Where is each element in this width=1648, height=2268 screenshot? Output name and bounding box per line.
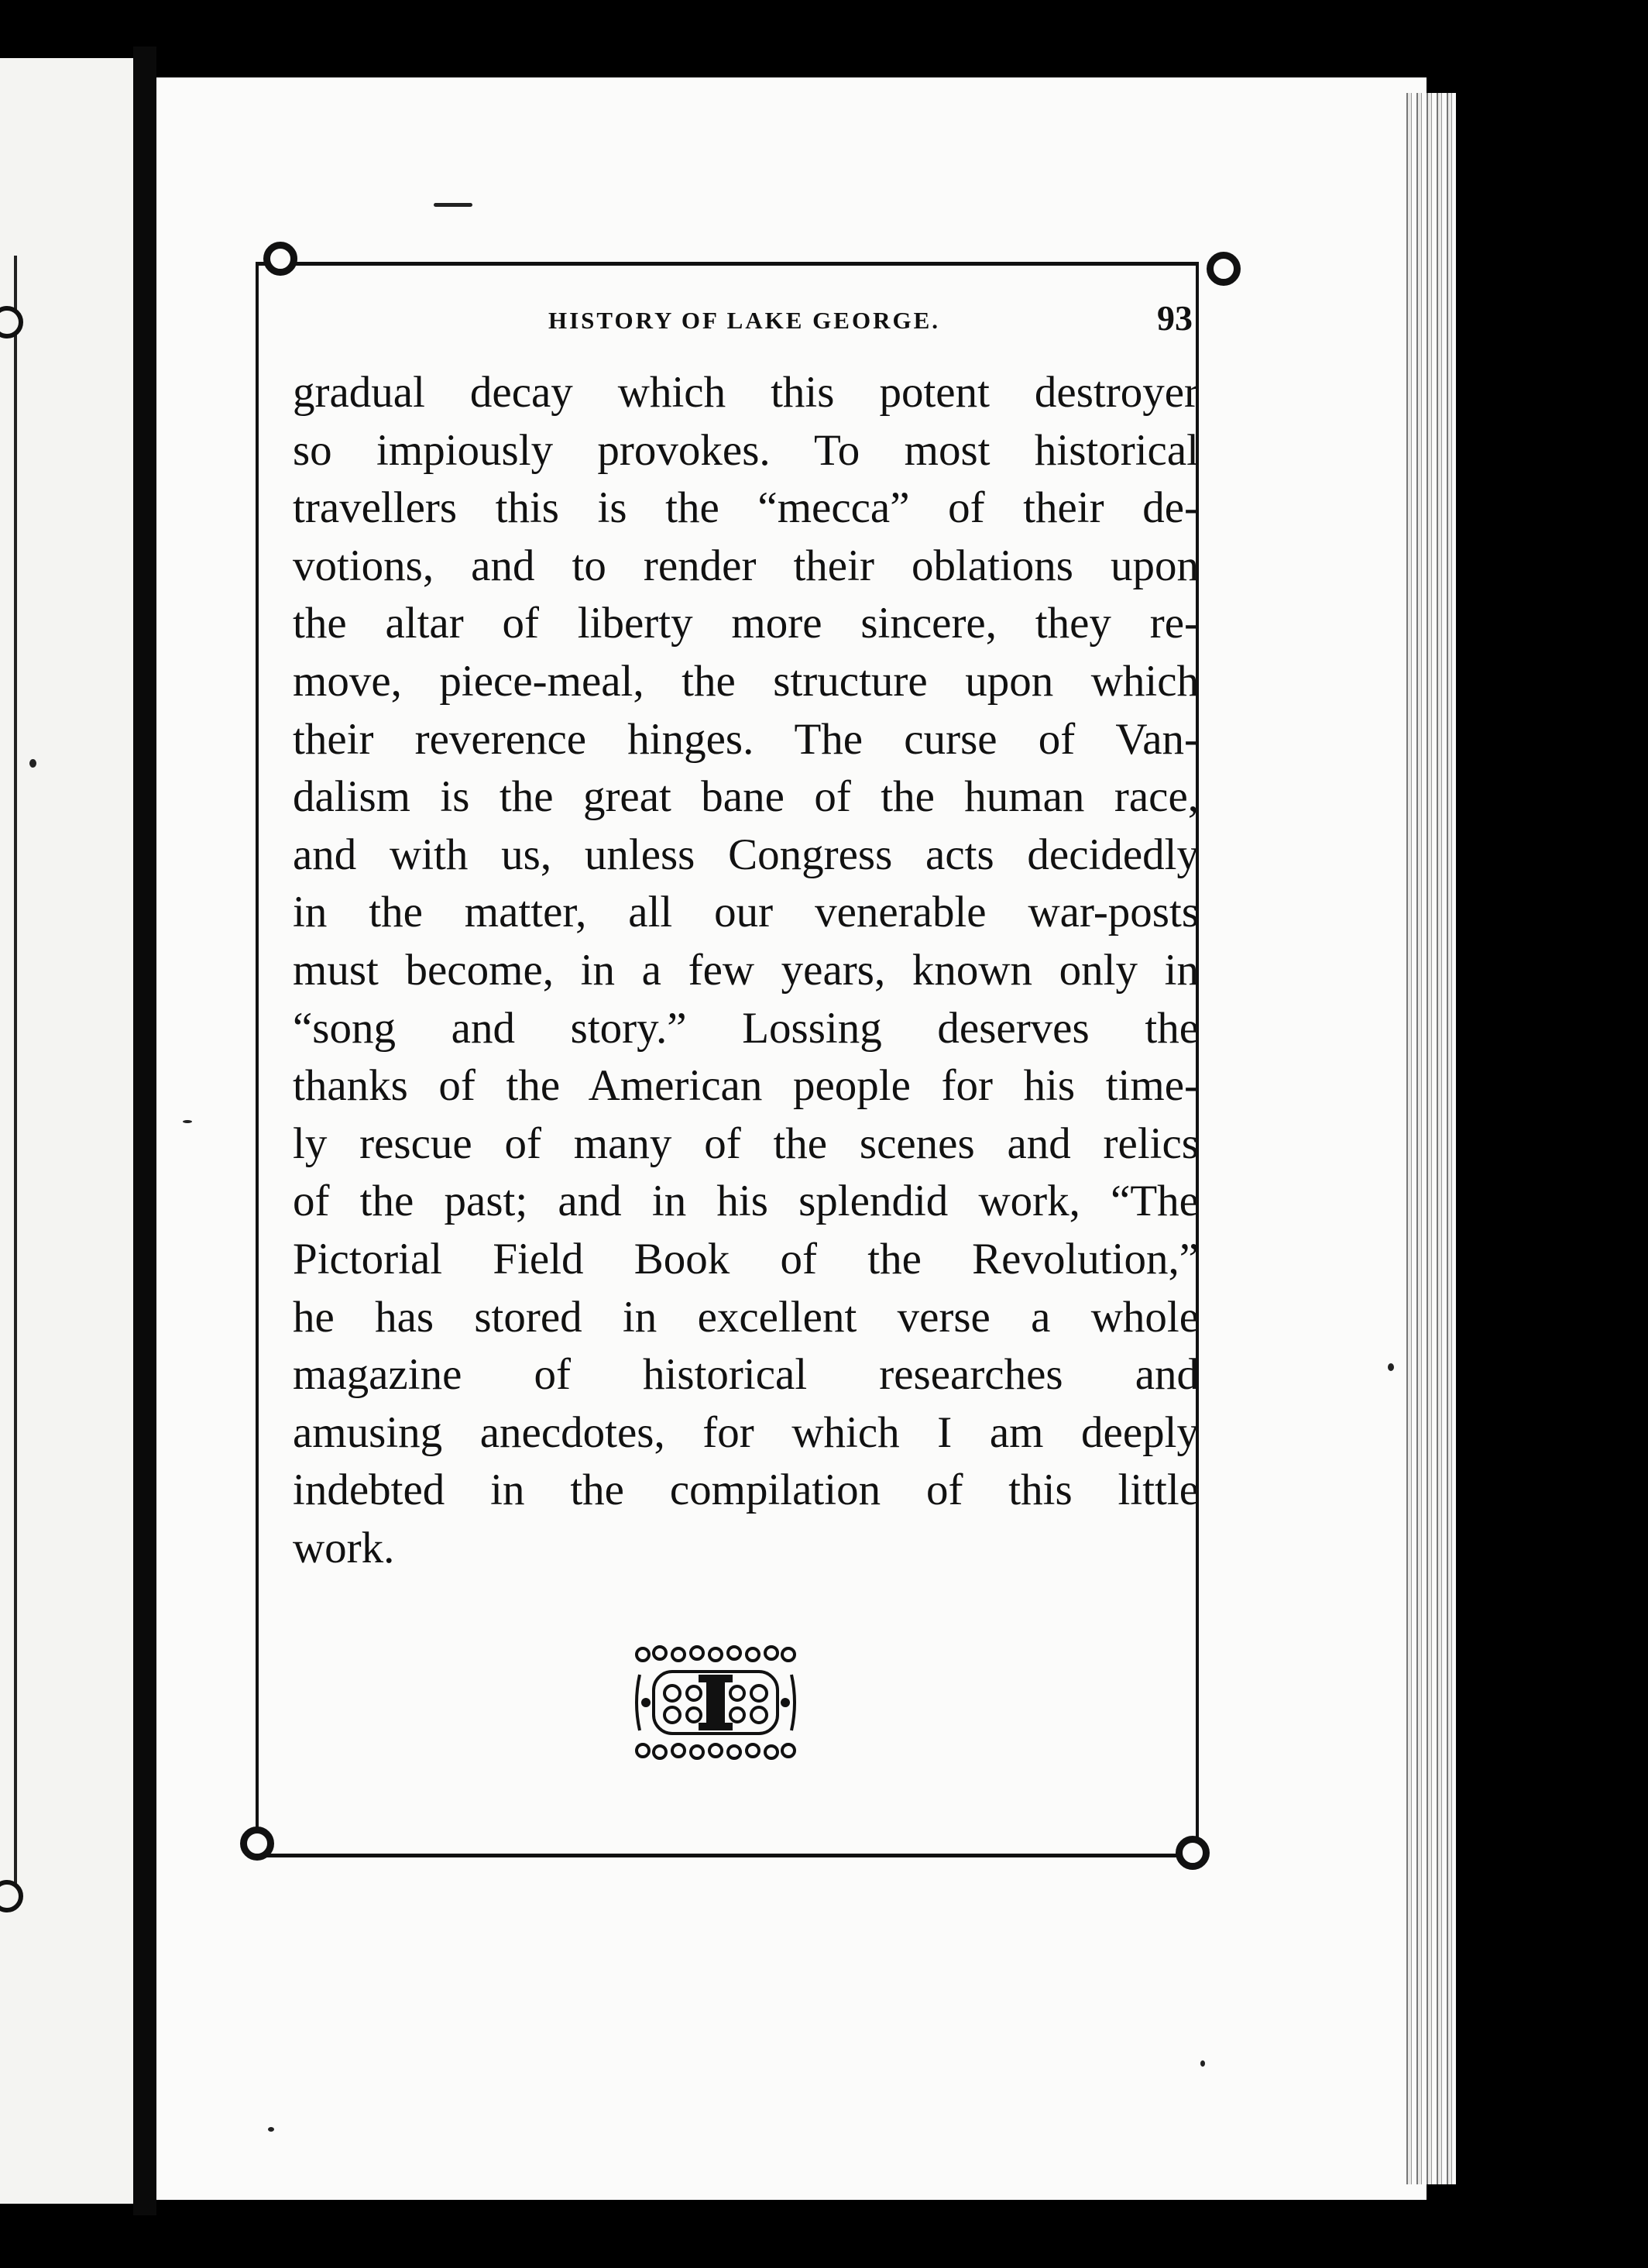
text-line: their reverence hinges. The curse of Van- <box>293 714 1199 764</box>
previous-page-corner-ornament-icon <box>0 1880 23 1912</box>
text-line: “song and story.” Lossing deserves the <box>293 1003 1199 1053</box>
scan-speck <box>183 1120 192 1123</box>
text-line: of the past; and in his splendid work, “The <box>293 1177 1199 1226</box>
text-line: he has stored in excellent verse a whole <box>293 1292 1199 1342</box>
previous-page-edge <box>0 58 133 2204</box>
body-text <box>293 364 1199 1577</box>
text-line: must become, in a few years, known only in <box>293 945 1199 995</box>
text-line: move, piece-meal, the structure upon which <box>293 656 1199 706</box>
text-line: indebted in the compilation of this little <box>293 1466 1199 1515</box>
page-edges <box>1402 93 1456 2184</box>
scan-speck <box>29 759 36 768</box>
text-line: in the matter, all our venerable war-posts <box>293 888 1199 937</box>
text-line: ly rescue of many of the scenes and relics <box>293 1119 1199 1168</box>
text-line: work. <box>293 1523 395 1572</box>
scan-speck <box>268 2127 274 2132</box>
text-line: the altar of liberty more sincere, they re- <box>293 599 1199 648</box>
text-line: travellers this is the “mecca” of their de- <box>293 483 1199 533</box>
running-head: HISTORY OF LAKE GEORGE. <box>548 307 941 334</box>
page-number: 93 <box>1157 298 1193 338</box>
text-line: magazine of historical researches and <box>293 1350 1199 1400</box>
previous-page-frame-rule <box>14 256 17 1898</box>
scan-speck <box>1388 1363 1394 1371</box>
tailpiece-ornament-icon <box>632 1644 799 1761</box>
scan-speck <box>434 203 472 207</box>
text-line: and with us, unless Congress acts decidedly <box>293 830 1199 879</box>
text-line: so impiously provokes. To most historical <box>293 425 1199 475</box>
text-line: votions, and to render their oblations upon <box>293 541 1199 590</box>
text-line: amusing anecdotes, for which I am deeply <box>293 1407 1199 1457</box>
corner-ornament-icon <box>1176 1836 1210 1870</box>
corner-ornament-icon <box>240 1826 274 1861</box>
corner-ornament-icon <box>263 242 297 276</box>
text-line: thanks of the American people for his time- <box>293 1061 1199 1111</box>
text-line: Pictorial Field Book of the Revolution,” <box>293 1234 1199 1283</box>
text-line: dalism is the great bane of the human race, <box>293 772 1199 822</box>
text-line: gradual decay which this potent destroyer <box>293 368 1199 417</box>
scan-speck <box>1200 2060 1205 2067</box>
book-gutter <box>133 46 156 2215</box>
previous-page-corner-ornament-icon <box>0 306 23 338</box>
corner-ornament-icon <box>1207 252 1241 286</box>
